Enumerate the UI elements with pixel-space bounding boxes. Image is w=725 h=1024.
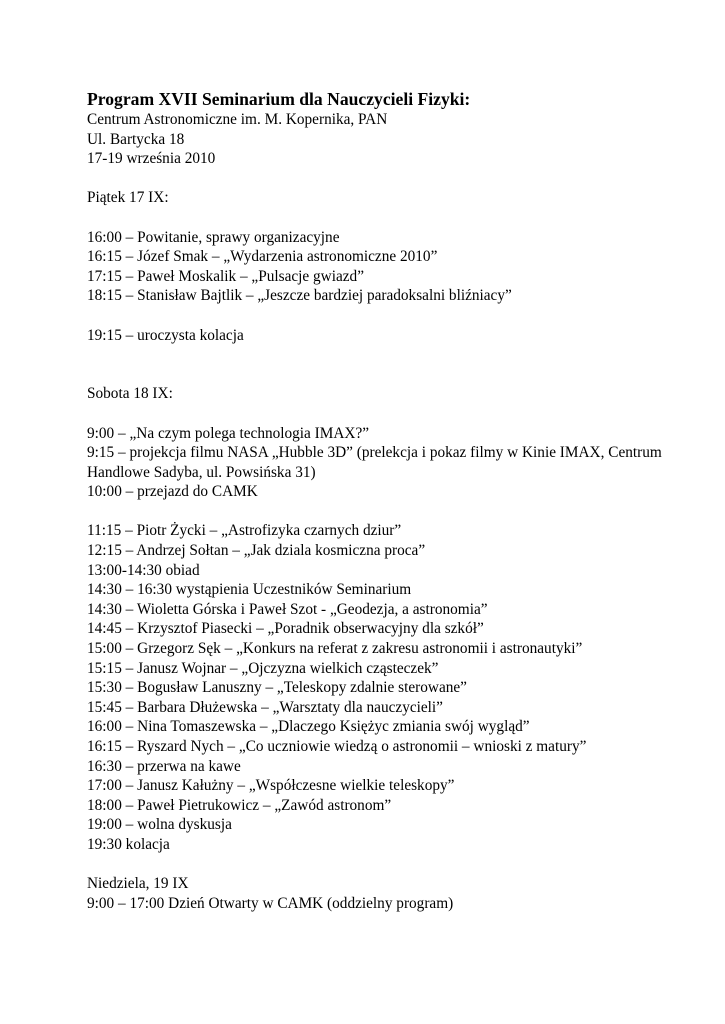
schedule-item: 11:15 – Piotr Życki – „Astrofizyka czarnych dziur” <box>87 522 402 540</box>
schedule-item: 19:30 kolacja <box>87 835 170 853</box>
schedule-item: 16:15 – Józef Smak – „Wydarzenia astronomiczne 2010” <box>87 248 438 266</box>
schedule-item: 9:00 – „Na czym polega technologia IMAX?” <box>87 424 370 442</box>
schedule-item: 12:15 – Andrzej Sołtan – „Jak dziala kosmiczna proca” <box>87 542 426 560</box>
spacer <box>87 502 707 522</box>
schedule-item: 19:00 – wolna dyskusja <box>87 816 232 834</box>
schedule-item: 16:30 – przerwa na kawe <box>87 757 241 775</box>
spacer <box>87 404 707 424</box>
saturday-heading: Sobota 18 IX: <box>87 385 173 403</box>
schedule-item: 15:15 – Janusz Wojnar – „Ojczyzna wielkich cząsteczek” <box>87 659 439 677</box>
schedule-item: 9:15 – projekcja filmu NASA „Hubble 3D” (prelekcja i pokaz filmy w Kinie IMAX, Centrum Handlowe Sadyba, ul. Powsińska 31) <box>87 444 662 481</box>
schedule-item: 16:00 – Nina Tomaszewska – „Dlaczego Księżyc zmiania swój wygląd” <box>87 718 530 736</box>
schedule-item: 16:15 – Ryszard Nych – „Co uczniowie wiedzą o astronomii – wnioski z matury” <box>87 738 587 755</box>
program-document <box>87 88 707 913</box>
schedule-item: 18:00 – Paweł Pietrukowicz – „Zawód astronom” <box>87 796 392 814</box>
sunday-heading: Niedziela, 19 IX <box>87 875 189 893</box>
spacer <box>87 169 707 189</box>
page-title: Program XVII Seminarium dla Nauczycieli Fizyki: <box>87 89 471 109</box>
schedule-item: 15:00 – Grzegorz Sęk – „Konkurs na referat z zakresu astronomii i astronautyki” <box>87 640 583 658</box>
schedule-item: 15:45 – Barbara Dłużewska – „Warsztaty dla nauczycieli” <box>87 698 443 716</box>
schedule-item: 14:30 – 16:30 wystąpienia Uczestników Seminarium <box>87 581 412 599</box>
schedule-item: 16:00 – Powitanie, sprawy organizacyjne <box>87 228 340 246</box>
schedule-item: 19:15 – uroczysta kolacja <box>87 326 244 344</box>
institution-line: Centrum Astronomiczne im. M. Kopernika, PAN <box>87 111 388 128</box>
spacer <box>87 208 707 228</box>
friday-heading: Piątek 17 IX: <box>87 189 169 207</box>
spacer <box>87 306 707 326</box>
schedule-item: 18:15 – Stanisław Bajtlik – „Jeszcze bardziej paradoksalni bliźniacy” <box>87 287 512 305</box>
schedule-item: 17:00 – Janusz Kałużny – „Współczesne wielkie teleskopy” <box>87 777 455 795</box>
address-line: Ul. Bartycka 18 <box>87 130 185 148</box>
dates-line: 17-19 września 2010 <box>87 150 216 168</box>
schedule-item: 15:30 – Bogusław Lanuszny – „Teleskopy zdalnie sterowane” <box>87 679 467 697</box>
spacer <box>87 345 707 384</box>
schedule-item: 14:30 – Wioletta Górska i Paweł Szot - „Geodezja, a astronomia” <box>87 600 488 618</box>
schedule-item: 10:00 – przejazd do CAMK <box>87 483 258 501</box>
schedule-item: 17:15 – Paweł Moskalik – „Pulsacje gwiazd” <box>87 267 364 285</box>
schedule-item: 13:00-14:30 obiad <box>87 561 200 579</box>
schedule-item: 14:45 – Krzysztof Piasecki – „Poradnik obserwacyjny dla szkół” <box>87 620 484 638</box>
schedule-item: 9:00 – 17:00 Dzień Otwarty w CAMK (oddzielny program) <box>87 894 454 912</box>
spacer <box>87 855 707 875</box>
